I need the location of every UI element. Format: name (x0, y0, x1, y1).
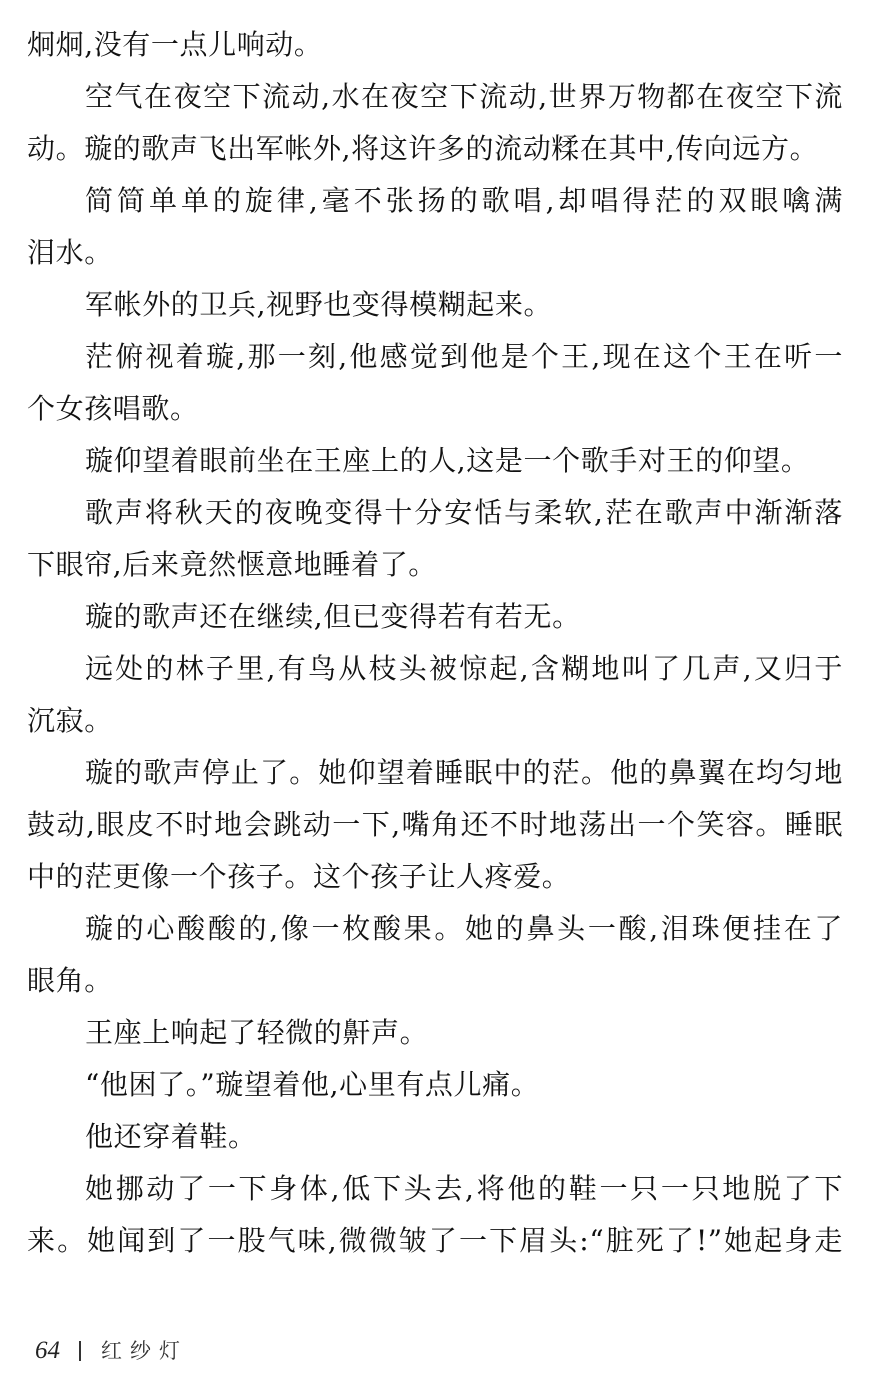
text-line: “他困了。”璇望着他,心里有点儿痛。 (85, 1068, 540, 1101)
page-footer (35, 1333, 188, 1369)
text-line: 鼓动,眼皮不时地会跳动一下,嘴角还不时地荡出一个笑容。睡眠 (27, 808, 843, 841)
text-line: 茫俯视着璇,那一刻,他感觉到他是个王,现在这个王在听一 (85, 340, 843, 373)
text-line: 她挪动了一下身体,低下头去,将他的鞋一只一只地脱了下 (85, 1172, 843, 1205)
text-line: 璇的歌声停止了。她仰望着睡眠中的茫。他的鼻翼在均匀地 (85, 756, 843, 789)
footer-divider (79, 1341, 81, 1361)
text-line: 泪水。 (27, 236, 113, 269)
text-line: 璇的心酸酸的,像一枚酸果。她的鼻头一酸,泪珠便挂在了 (85, 912, 843, 945)
text-line: 中的茫更像一个孩子。这个孩子让人疼爱。 (27, 860, 571, 893)
text-line: 动。璇的歌声飞出军帐外,将这许多的流动糅在其中,传向远方。 (27, 132, 819, 165)
text-line: 他还穿着鞋。 (85, 1120, 257, 1153)
text-line: 王座上响起了轻微的鼾声。 (85, 1016, 429, 1049)
text-line: 军帐外的卫兵,视野也变得模糊起来。 (85, 288, 553, 321)
text-line: 歌声将秋天的夜晚变得十分安恬与柔软,茫在歌声中渐渐落 (85, 496, 843, 529)
text-line: 简简单单的旋律,毫不张扬的歌唱,却唱得茫的双眼噙满 (85, 184, 843, 217)
text-line: 眼角。 (27, 964, 113, 997)
text-line: 下眼帘,后来竟然惬意地睡着了。 (27, 548, 437, 581)
page-number: 64 (35, 1337, 60, 1364)
text-line: 空气在夜空下流动,水在夜空下流动,世界万物都在夜空下流 (85, 80, 843, 113)
text-line: 炯炯,没有一点儿响动。 (27, 28, 323, 61)
text-line: 璇仰望着眼前坐在王座上的人,这是一个歌手对王的仰望。 (85, 444, 810, 477)
text-line: 沉寂。 (27, 704, 113, 737)
text-line: 璇的歌声还在继续,但已变得若有若无。 (85, 600, 581, 633)
text-line: 来。她闻到了一股气味,微微皱了一下眉头:“脏死了!”她起身走 (27, 1224, 843, 1257)
text-line: 个女孩唱歌。 (27, 392, 199, 425)
book-title: 红纱灯 (101, 1339, 188, 1363)
text-line: 远处的林子里,有鸟从枝头被惊起,含糊地叫了几声,又归于 (85, 652, 843, 685)
